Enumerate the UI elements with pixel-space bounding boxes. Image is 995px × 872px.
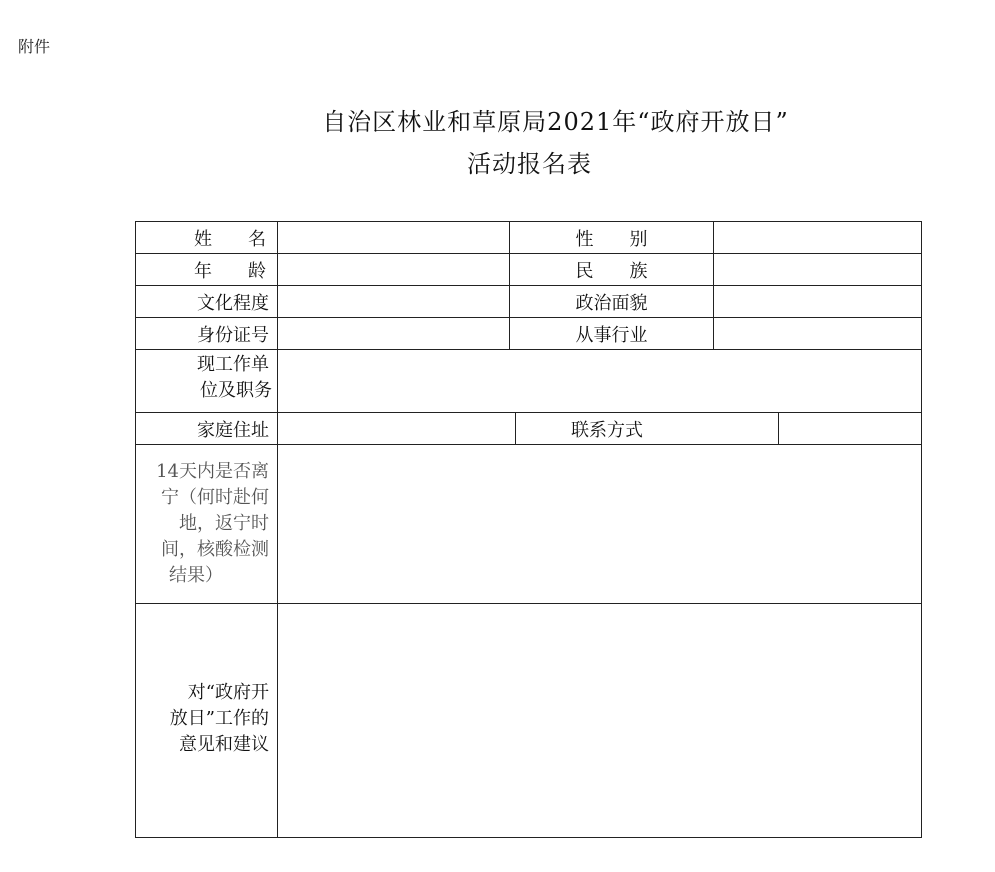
ethnicity-label: 民 族 — [575, 261, 648, 282]
political-status-field[interactable] — [714, 286, 921, 317]
name-field[interactable] — [278, 222, 509, 253]
travel-label-line3: 地，返宁时 — [179, 513, 269, 534]
form-title-line1: 自治区林业和草原局2021年“政府开放日” — [322, 108, 789, 136]
industry-label: 从事行业 — [575, 325, 648, 346]
name-label: 姓 名 — [194, 229, 266, 250]
travel-label-line1: 14天内是否离 — [156, 461, 269, 482]
industry-field[interactable] — [714, 318, 921, 349]
registration-form-table — [135, 221, 922, 838]
opinion-label — [136, 680, 269, 758]
opinion-label-line3: 意见和建议 — [179, 734, 269, 755]
education-field[interactable] — [278, 286, 509, 317]
age-field[interactable] — [278, 254, 509, 285]
opinion-field[interactable] — [278, 604, 921, 837]
work-unit-field[interactable] — [278, 350, 921, 412]
work-unit-label-line2: 位及职务 — [200, 380, 272, 401]
home-address-field[interactable] — [278, 413, 515, 444]
travel-history-label — [136, 459, 269, 589]
travel-label-line2: 宁（何时赴何 — [161, 487, 269, 508]
contact-label: 联系方式 — [571, 420, 643, 441]
work-unit-label-line1: 现工作单 — [197, 354, 269, 375]
education-label: 文化程度 — [197, 293, 269, 314]
id-number-label: 身份证号 — [197, 325, 269, 346]
home-address-label: 家庭住址 — [197, 420, 269, 441]
id-number-field[interactable] — [278, 318, 509, 349]
political-status-label: 政治面貌 — [575, 293, 648, 314]
travel-history-field[interactable] — [278, 445, 921, 603]
form-title-line2: 活动报名表 — [467, 150, 592, 178]
work-unit-label — [136, 352, 272, 404]
contact-field[interactable] — [779, 413, 921, 444]
opinion-label-line1: 对“政府开 — [187, 682, 269, 703]
gender-field[interactable] — [714, 222, 921, 253]
travel-label-line5: 结果） — [169, 565, 223, 586]
attachment-label: 附件 — [18, 37, 51, 56]
ethnicity-field[interactable] — [714, 254, 921, 285]
opinion-label-line2: 放日”工作的 — [169, 708, 269, 729]
gender-label: 性 别 — [575, 229, 648, 250]
travel-label-line4: 间，核酸检测 — [161, 539, 269, 560]
age-label: 年 龄 — [194, 261, 266, 282]
